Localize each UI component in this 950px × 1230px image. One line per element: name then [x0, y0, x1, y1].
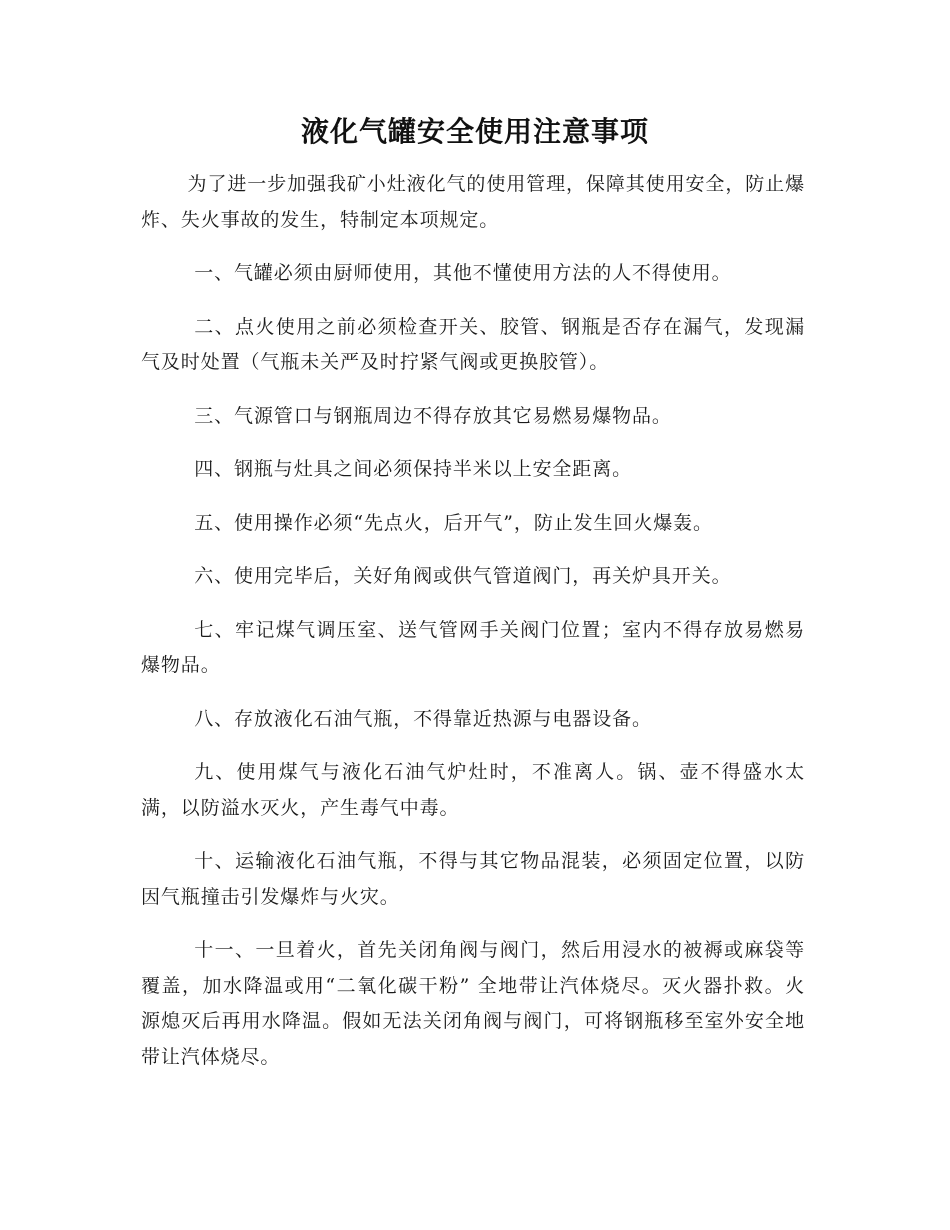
rule-item-11: 十一、一旦着火，首先关闭角阀与阀门，然后用浸水的被褥或麻袋等覆盖，加水降温或用“二氧化碳干粉” 全地带让汽体烧尽。灭火器扑救。火源熄灭后再用水降温。假如无法关闭角阀与阀门，可将钢瓶移至室外安全地带让汽体烧尽。: [141, 939, 805, 1068]
rule-item-1: 一、气罐必须由厨师使用，其他不懂使用方法的人不得使用。: [194, 262, 732, 284]
document-title: 液化气罐安全使用注意事项: [300, 115, 649, 148]
rule-item-5: 五、使用操作必须“先点火，后开气”，防止发生回火爆轰。: [194, 511, 713, 534]
rule-item-4: 四、钢瓶与灶具之间必须保持半米以上安全距离。: [194, 458, 632, 480]
rule-item-7: 七、牢记煤气调压室、送气管网手关阀门位置；室内不得存放易燃易爆物品。: [141, 618, 805, 676]
rule-item-2: 二、点火使用之前必须检查开关、胶管、钢瓶是否存在漏气，发现漏气及时处置（气瓶未关严及时拧紧气阀或更换胶管）。: [141, 315, 805, 373]
intro-paragraph: 为了进一步加强我矿小灶液化气的使用管理，保障其使用安全，防止爆炸、失火事故的发生，特制定本项规定。: [141, 173, 805, 231]
rule-item-8: 八、存放液化石油气瓶，不得靠近热源与电器设备。: [194, 707, 652, 730]
rule-item-3: 三、气源管口与钢瓶周边不得存放其它易燃易爆物品。: [194, 404, 672, 427]
rule-item-10: 十、运输液化石油气瓶，不得与其它物品混装，必须固定位置，以防因气瓶撞击引发爆炸与火灾。: [141, 850, 805, 908]
document-body: [141, 167, 805, 1093]
rule-item-6: 六、使用完毕后，关好角阀或供气管道阀门，再关炉具开关。: [194, 565, 732, 587]
rule-item-9: 九、使用煤气与液化石油气炉灶时，不准离人。锅、壶不得盛水太满，以防溢水灭火，产生毒气中毒。: [141, 761, 805, 819]
